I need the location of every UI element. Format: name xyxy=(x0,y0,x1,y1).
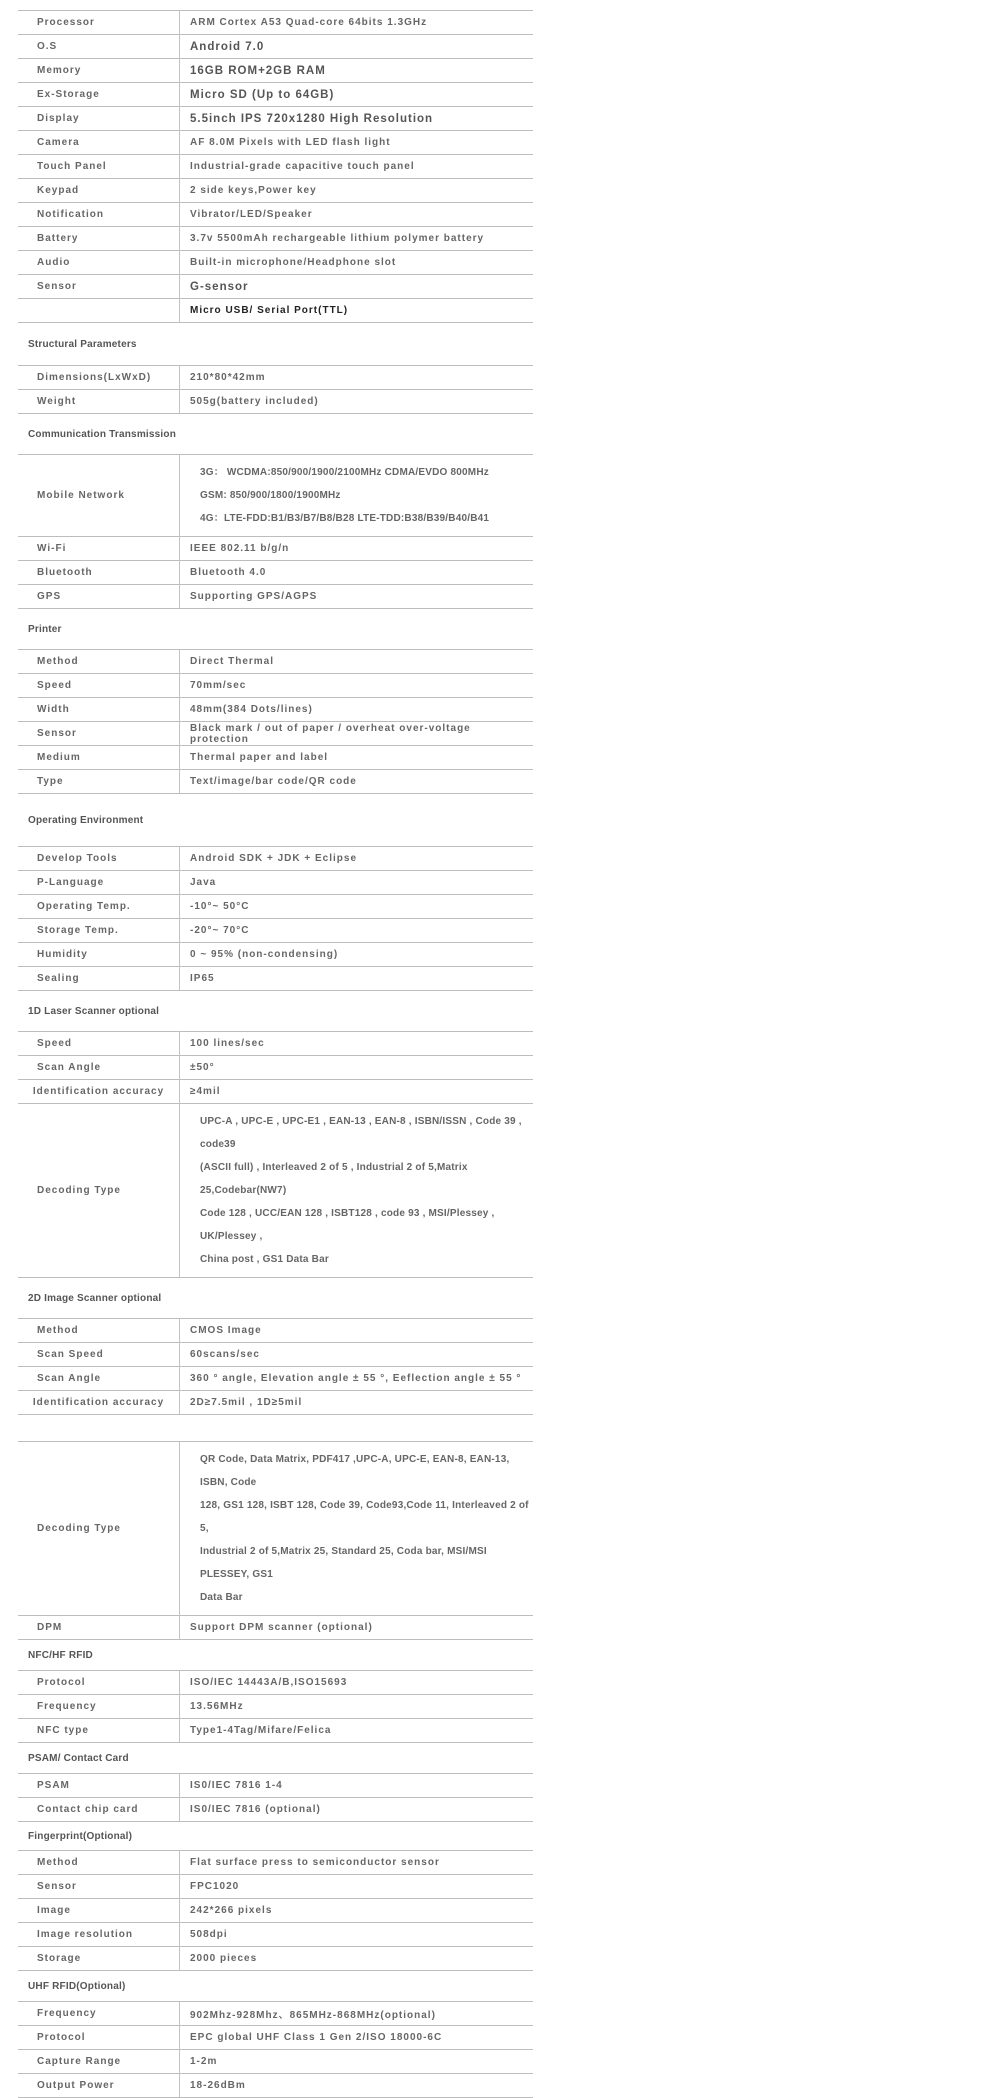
spec-row xyxy=(18,674,533,698)
spec-value: ARM Cortex A53 Quad-core 64bits 1.3GHz xyxy=(180,11,534,35)
section-title: NFC/HF RFID xyxy=(28,1649,93,1661)
spec-row xyxy=(18,1080,533,1104)
spec-row xyxy=(18,299,533,323)
spec-key: Notification xyxy=(18,203,180,227)
section-gap xyxy=(18,1415,533,1441)
spec-value: G-sensor xyxy=(180,275,534,299)
spec-row xyxy=(18,275,533,299)
spec-value: 0 ~ 95% (non-condensing) xyxy=(180,943,534,967)
spec-table xyxy=(18,1850,533,1971)
spec-key: Contact chip card xyxy=(18,1798,180,1822)
spec-value: Supporting GPS/AGPS xyxy=(180,585,534,609)
spec-row xyxy=(18,1899,533,1923)
spec-table xyxy=(18,1441,533,1640)
spec-key: Humidity xyxy=(18,943,180,967)
spec-row xyxy=(18,155,533,179)
spec-key: PSAM xyxy=(18,1774,180,1798)
spec-row xyxy=(18,1798,533,1822)
spec-key: Decoding Type xyxy=(18,1442,180,1616)
spec-key: Frequency xyxy=(18,1695,180,1719)
spec-key: Method xyxy=(18,1319,180,1343)
spec-value-line: Code 128 , UCC/EAN 128 , ISBT128 , code 93 , MSI/Plessey , UK/Plessey , xyxy=(200,1208,495,1242)
spec-value: Micro SD (Up to 64GB) xyxy=(180,83,534,107)
spec-key: P-Language xyxy=(18,871,180,895)
spec-key: Keypad xyxy=(18,179,180,203)
spec-key: Scan Speed xyxy=(18,1343,180,1367)
spec-row xyxy=(18,1671,533,1695)
spec-value-line: Industrial 2 of 5,Matrix 25, Standard 25, Coda bar, MSI/MSI PLESSEY, GS1 xyxy=(200,1546,487,1580)
spec-row xyxy=(18,390,533,414)
spec-value-line: 3G： WCDMA:850/900/1900/2100MHz CDMA/EVDO 800MHz xyxy=(200,467,489,478)
spec-row xyxy=(18,698,533,722)
spec-value: Direct Thermal xyxy=(180,650,534,674)
spec-row xyxy=(18,251,533,275)
spec-row xyxy=(18,179,533,203)
spec-row xyxy=(18,35,533,59)
spec-value: 2D≥7.5mil , 1D≥5mil xyxy=(180,1391,534,1415)
spec-value-line: GSM: 850/900/1800/1900MHz xyxy=(200,490,341,501)
spec-row xyxy=(18,203,533,227)
section-title: Printer xyxy=(28,623,62,635)
spec-key: Processor xyxy=(18,11,180,35)
spec-key: Image xyxy=(18,1899,180,1923)
spec-value: 48mm(384 Dots/lines) xyxy=(180,698,534,722)
spec-key: Sensor xyxy=(18,275,180,299)
spec-value-line: (ASCII full) , Interleaved 2 of 5 , Industrial 2 of 5,Matrix 25,Codebar(NW7) xyxy=(200,1162,468,1196)
spec-key: GPS xyxy=(18,585,180,609)
spec-key: Protocol xyxy=(18,2026,180,2050)
spec-row xyxy=(18,2074,533,2098)
spec-key: Capture Range xyxy=(18,2050,180,2074)
section-title: UHF RFID(Optional) xyxy=(28,1980,126,1992)
spec-value: 902Mhz-928Mhz、865MHz-868MHz(optional) xyxy=(180,2002,534,2026)
spec-key: Width xyxy=(18,698,180,722)
spec-table xyxy=(18,1670,533,1743)
spec-row xyxy=(18,722,533,746)
spec-value: Black mark / out of paper / overheat over-voltage protection xyxy=(180,722,534,746)
section-title: Structural Parameters xyxy=(28,338,137,350)
spec-key: Sensor xyxy=(18,1875,180,1899)
spec-table xyxy=(18,10,533,323)
spec-key: Ex-Storage xyxy=(18,83,180,107)
spec-value: Flat surface press to semiconductor sensor xyxy=(180,1851,534,1875)
spec-key: Weight xyxy=(18,390,180,414)
spec-key: Develop Tools xyxy=(18,847,180,871)
spec-value: 13.56MHz xyxy=(180,1695,534,1719)
spec-row xyxy=(18,1774,533,1798)
spec-value xyxy=(180,455,534,537)
spec-table xyxy=(18,1773,533,1822)
spec-row xyxy=(18,1056,533,1080)
spec-key: Display xyxy=(18,107,180,131)
spec-key: Bluetooth xyxy=(18,561,180,585)
spec-row xyxy=(18,131,533,155)
spec-value: 18-26dBm xyxy=(180,2074,534,2098)
section-title: 2D Image Scanner optional xyxy=(28,1292,162,1304)
spec-row xyxy=(18,1923,533,1947)
spec-value: Micro USB/ Serial Port(TTL) xyxy=(180,299,534,323)
spec-table xyxy=(18,649,533,794)
spec-table xyxy=(18,846,533,991)
spec-key: Speed xyxy=(18,674,180,698)
spec-value: 505g(battery included) xyxy=(180,390,534,414)
spec-value: Java xyxy=(180,871,534,895)
spec-value: 2000 pieces xyxy=(180,1947,534,1971)
spec-key: Type xyxy=(18,770,180,794)
spec-value: AF 8.0M Pixels with LED flash light xyxy=(180,131,534,155)
spec-key: Decoding Type xyxy=(18,1104,180,1278)
spec-table xyxy=(18,1318,533,1415)
spec-row xyxy=(18,561,533,585)
spec-row xyxy=(18,650,533,674)
spec-row xyxy=(18,1104,533,1278)
spec-value: Text/image/bar code/QR code xyxy=(180,770,534,794)
spec-value: IP65 xyxy=(180,967,534,991)
spec-value: IEEE 802.11 b/g/n xyxy=(180,537,534,561)
spec-key: Camera xyxy=(18,131,180,155)
spec-value: ≥4mil xyxy=(180,1080,534,1104)
spec-key: Dimensions(LxWxD) xyxy=(18,366,180,390)
spec-row xyxy=(18,770,533,794)
spec-row xyxy=(18,967,533,991)
spec-value: 16GB ROM+2GB RAM xyxy=(180,59,534,83)
section-title: Communication Transmission xyxy=(28,428,177,440)
spec-value: 60scans/sec xyxy=(180,1343,534,1367)
spec-value: 210*80*42mm xyxy=(180,366,534,390)
spec-key: Medium xyxy=(18,746,180,770)
spec-key: O.S xyxy=(18,35,180,59)
spec-value-line: 128, GS1 128, ISBT 128, Code 39, Code93,Code 11, Interleaved 2 of 5, xyxy=(200,1500,529,1534)
spec-value: -20°~ 70°C xyxy=(180,919,534,943)
spec-row xyxy=(18,1851,533,1875)
spec-key: Method xyxy=(18,1851,180,1875)
spec-value: Bluetooth 4.0 xyxy=(180,561,534,585)
spec-key: Frequency xyxy=(18,2002,180,2026)
spec-row xyxy=(18,227,533,251)
spec-value: 242*266 pixels xyxy=(180,1899,534,1923)
spec-value-line: UPC-A , UPC-E , UPC-E1 , EAN-13 , EAN-8 , ISBN/ISSN , Code 39 , code39 xyxy=(200,1116,522,1150)
spec-key: Scan Angle xyxy=(18,1367,180,1391)
spec-value xyxy=(180,1442,534,1616)
spec-row xyxy=(18,1947,533,1971)
spec-row xyxy=(18,366,533,390)
spec-row xyxy=(18,1032,533,1056)
spec-key: Audio xyxy=(18,251,180,275)
spec-value: 360 ° angle, Elevation angle ± 55 °, Eeflection angle ± 55 ° xyxy=(180,1367,534,1391)
spec-row xyxy=(18,1319,533,1343)
spec-key: DPM xyxy=(18,1616,180,1640)
spec-key: Operating Temp. xyxy=(18,895,180,919)
spec-table xyxy=(18,2001,533,2098)
spec-row xyxy=(18,2050,533,2074)
spec-row xyxy=(18,11,533,35)
spec-key: Storage xyxy=(18,1947,180,1971)
spec-key: Sensor xyxy=(18,722,180,746)
spec-value: Type1-4Tag/Mifare/Felica xyxy=(180,1719,534,1743)
spec-key: Battery xyxy=(18,227,180,251)
spec-value xyxy=(180,1104,534,1278)
spec-row xyxy=(18,537,533,561)
spec-key: NFC type xyxy=(18,1719,180,1743)
spec-row xyxy=(18,1875,533,1899)
spec-key: Storage Temp. xyxy=(18,919,180,943)
spec-value: Built-in microphone/Headphone slot xyxy=(180,251,534,275)
spec-row xyxy=(18,585,533,609)
spec-key: Touch Panel xyxy=(18,155,180,179)
spec-row xyxy=(18,871,533,895)
spec-key: Wi-Fi xyxy=(18,537,180,561)
spec-key: Output Power xyxy=(18,2074,180,2098)
spec-row xyxy=(18,1695,533,1719)
spec-sheet xyxy=(18,10,533,2098)
section-title: PSAM/ Contact Card xyxy=(28,1752,129,1764)
spec-value: Thermal paper and label xyxy=(180,746,534,770)
spec-row xyxy=(18,1719,533,1743)
spec-value: EPC global UHF Class 1 Gen 2/ISO 18000-6C xyxy=(180,2026,534,2050)
spec-value: IS0/IEC 7816 1-4 xyxy=(180,1774,534,1798)
spec-value: 100 lines/sec xyxy=(180,1032,534,1056)
spec-row xyxy=(18,107,533,131)
spec-row xyxy=(18,1367,533,1391)
spec-value: FPC1020 xyxy=(180,1875,534,1899)
spec-value: Vibrator/LED/Speaker xyxy=(180,203,534,227)
spec-value: Industrial-grade capacitive touch panel xyxy=(180,155,534,179)
spec-table xyxy=(18,1031,533,1278)
spec-value-line: China post , GS1 Data Bar xyxy=(200,1254,329,1265)
spec-row xyxy=(18,455,533,537)
spec-row xyxy=(18,943,533,967)
spec-key: Identification accuracy xyxy=(18,1080,180,1104)
spec-key: Mobile Network xyxy=(18,455,180,537)
spec-row xyxy=(18,1343,533,1367)
spec-value: IS0/IEC 7816 (optional) xyxy=(180,1798,534,1822)
spec-value: 2 side keys,Power key xyxy=(180,179,534,203)
spec-value: -10°~ 50°C xyxy=(180,895,534,919)
spec-table xyxy=(18,454,533,609)
spec-key: Scan Angle xyxy=(18,1056,180,1080)
spec-value: Support DPM scanner (optional) xyxy=(180,1616,534,1640)
spec-row xyxy=(18,59,533,83)
spec-key: Memory xyxy=(18,59,180,83)
spec-row xyxy=(18,1616,533,1640)
spec-key: Image resolution xyxy=(18,1923,180,1947)
spec-value: Android 7.0 xyxy=(180,35,534,59)
spec-key xyxy=(18,299,180,323)
spec-value: Android SDK + JDK + Eclipse xyxy=(180,847,534,871)
spec-row xyxy=(18,895,533,919)
spec-key: Method xyxy=(18,650,180,674)
spec-value: 70mm/sec xyxy=(180,674,534,698)
spec-row xyxy=(18,1442,533,1616)
spec-value: ISO/IEC 14443A/B,ISO15693 xyxy=(180,1671,534,1695)
spec-value: CMOS Image xyxy=(180,1319,534,1343)
spec-key: Sealing xyxy=(18,967,180,991)
section-title: Fingerprint(Optional) xyxy=(28,1830,133,1842)
spec-value: 5.5inch IPS 720x1280 High Resolution xyxy=(180,107,534,131)
spec-row xyxy=(18,83,533,107)
section-title: Operating Environment xyxy=(28,814,144,826)
spec-row xyxy=(18,919,533,943)
spec-value-line: Data Bar xyxy=(200,1592,243,1603)
spec-value: ±50° xyxy=(180,1056,534,1080)
spec-table xyxy=(18,365,533,414)
spec-row xyxy=(18,2026,533,2050)
spec-key: Speed xyxy=(18,1032,180,1056)
spec-row xyxy=(18,1391,533,1415)
spec-value: 1-2m xyxy=(180,2050,534,2074)
section-title: 1D Laser Scanner optional xyxy=(28,1005,160,1017)
spec-row xyxy=(18,2002,533,2026)
spec-value: 3.7v 5500mAh rechargeable lithium polymer battery xyxy=(180,227,534,251)
spec-row xyxy=(18,746,533,770)
spec-value: 508dpi xyxy=(180,1923,534,1947)
spec-value-line: 4G：LTE-FDD:B1/B3/B7/B8/B28 LTE-TDD:B38/B39/B40/B41 xyxy=(200,513,490,524)
spec-value-line: QR Code, Data Matrix, PDF417 ,UPC-A, UPC-E, EAN-8, EAN-13, ISBN, Code xyxy=(200,1454,510,1488)
spec-row xyxy=(18,847,533,871)
spec-key: Protocol xyxy=(18,1671,180,1695)
spec-key: Identification accuracy xyxy=(18,1391,180,1415)
